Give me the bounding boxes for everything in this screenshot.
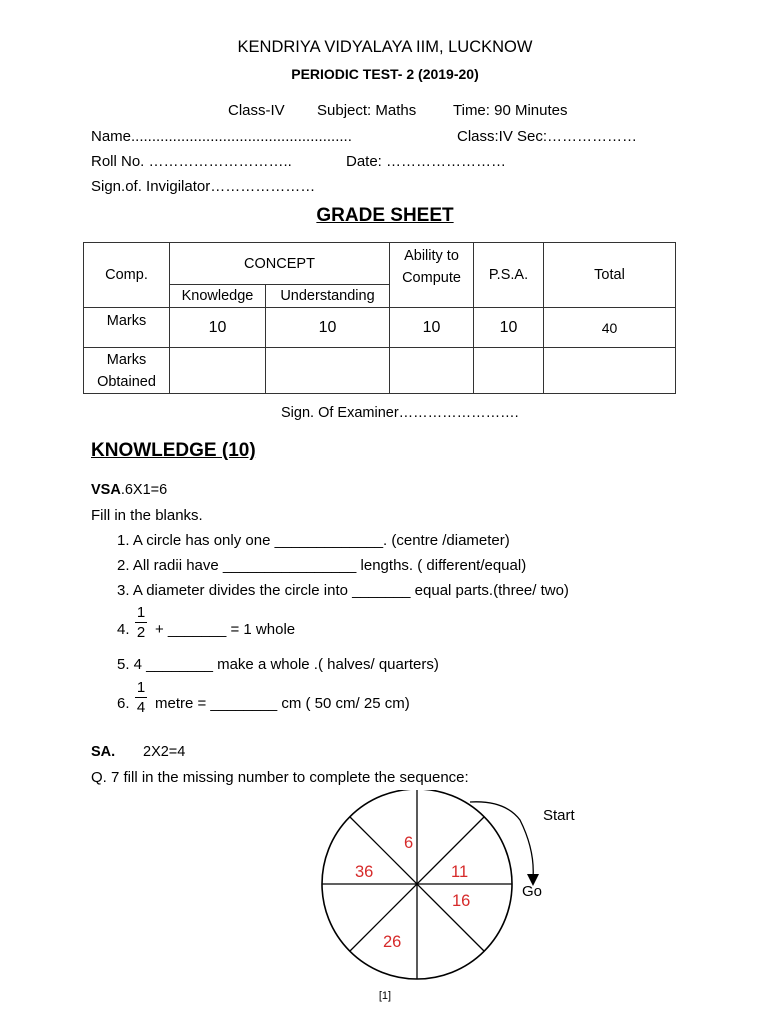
total-header: Total	[544, 243, 676, 308]
question-2: 2. All radii have ________________ lengths. ( different/equal)	[117, 557, 527, 574]
grade-sheet-table	[83, 242, 676, 394]
marks-obtained-label: Marks Obtained	[84, 348, 170, 394]
name-field: Name.....................................................	[91, 128, 352, 145]
wheel-number-6: 6	[404, 834, 414, 852]
marks-row-label: Marks	[84, 308, 170, 348]
question-6-number: 6.	[117, 695, 130, 712]
vsa-marks: .6X1=6	[120, 482, 168, 498]
understanding-header: Understanding	[266, 285, 390, 308]
vsa-label: VSA	[91, 482, 121, 498]
vsa-line	[91, 482, 167, 498]
wheel-number-26: 26	[383, 933, 402, 951]
invigilator-sign-field: Sign.of. Invigilator…………………	[91, 178, 316, 195]
knowledge-header: Knowledge	[170, 285, 266, 308]
obtained-total-cell	[544, 348, 676, 394]
wheel-number-36: 36	[355, 863, 374, 881]
sa-label: SA.	[91, 744, 116, 760]
question-7: Q. 7 fill in the missing number to complete the sequence:	[91, 769, 469, 786]
obtained-ability-cell	[390, 348, 474, 394]
marks-knowledge: 10	[170, 308, 266, 348]
instruction-text: Fill in the blanks.	[91, 507, 203, 524]
obtained-psa-cell	[474, 348, 544, 394]
marks-total: 40	[544, 308, 676, 348]
roll-number-field: Roll No. ………………………..	[91, 153, 292, 170]
sa-marks: 2X2=4	[143, 744, 186, 760]
wheel-number-11: 11	[451, 863, 469, 881]
question-3: 3. A diameter divides the circle into _______ equal parts.(three/ two)	[117, 582, 569, 599]
class-section-field: Class:IV Sec:………………	[457, 128, 638, 145]
start-label: Start	[543, 807, 575, 824]
fraction-one-quarter: 1 4	[136, 679, 146, 717]
fraction-one-half: 1 2	[136, 604, 146, 642]
question-6-text: metre = ________ cm ( 50 cm/ 25 cm)	[155, 695, 410, 712]
page-number: [1]	[378, 990, 392, 1002]
question-4-text: + _______ = 1 whole	[155, 621, 296, 638]
marks-ability: 10	[390, 308, 474, 348]
test-title: PERIODIC TEST- 2 (2019-20)	[291, 66, 479, 82]
marks-understanding: 10	[266, 308, 390, 348]
date-field: Date: ……………………	[346, 153, 507, 170]
knowledge-section-title: KNOWLEDGE (10)	[91, 440, 256, 461]
subject-label: Subject: Maths	[317, 102, 417, 119]
examiner-sign-field: Sign. Of Examiner…………………….	[281, 405, 519, 421]
time-label: Time: 90 Minutes	[453, 102, 568, 119]
comp-header: Comp.	[84, 243, 170, 308]
obtained-understanding-cell	[266, 348, 390, 394]
grade-sheet-title: GRADE SHEET	[316, 205, 454, 226]
school-name: KENDRIYA VIDYALAYA IIM, LUCKNOW	[237, 38, 533, 56]
obtained-knowledge-cell	[170, 348, 266, 394]
wheel-number-16: 16	[452, 892, 471, 910]
class-label: Class-IV	[228, 102, 285, 119]
question-1: 1. A circle has only one _____________. (centre /diameter)	[117, 532, 510, 549]
ability-header: Ability to Compute	[390, 243, 474, 308]
marks-psa: 10	[474, 308, 544, 348]
question-4-number: 4.	[117, 621, 130, 638]
psa-header: P.S.A.	[474, 243, 544, 308]
question-5: 5. 4 ________ make a whole .( halves/ quarters)	[117, 656, 439, 673]
go-label: Go	[522, 883, 543, 900]
concept-header: CONCEPT	[170, 243, 390, 285]
